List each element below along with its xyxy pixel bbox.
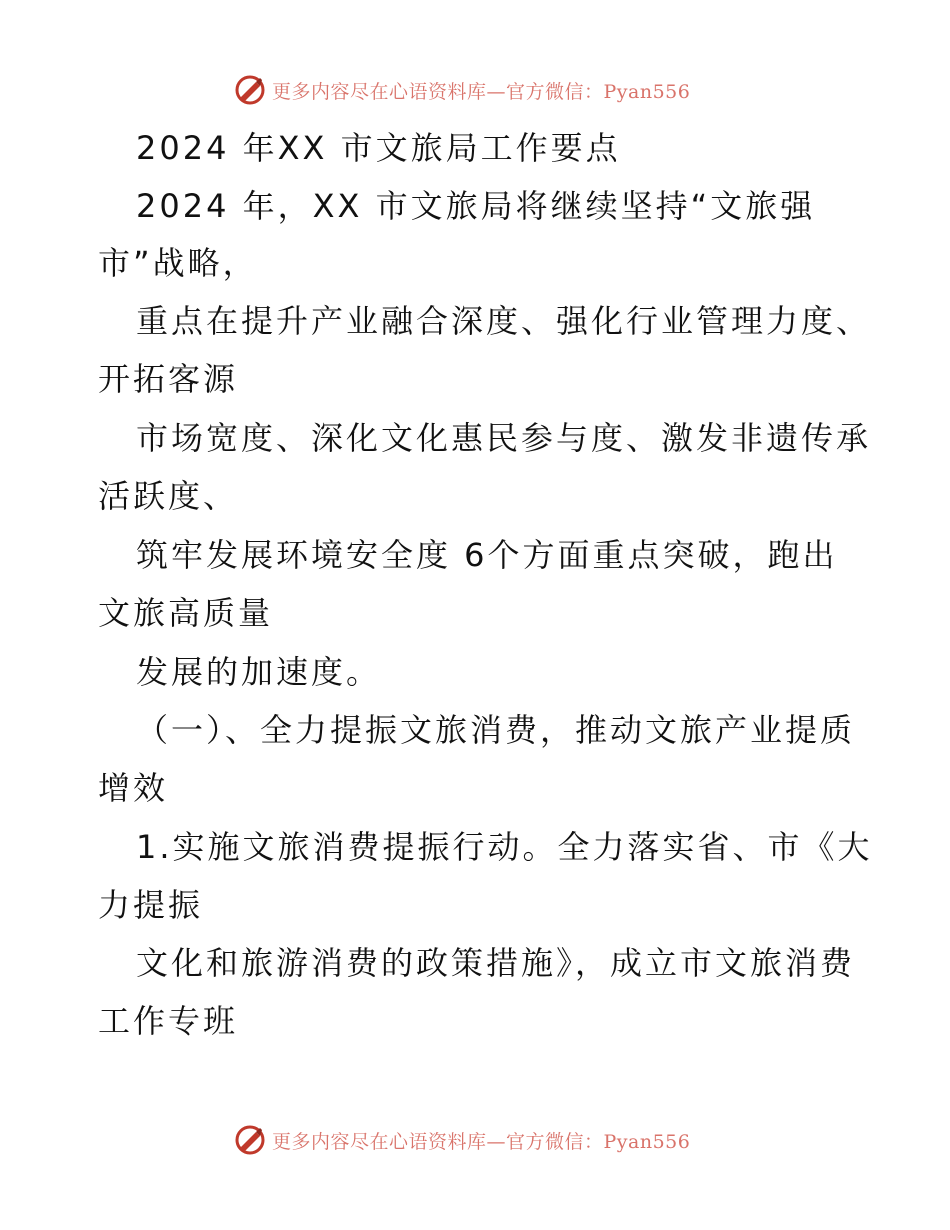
paragraph-line: 市场宽度、深化文化惠民参与度、激发非遗传承: [136, 419, 872, 457]
paragraph-line: 活跃度、: [98, 477, 239, 515]
paragraph-line: 开拓客源: [98, 360, 239, 398]
footer-watermark: [234, 1122, 690, 1158]
watermark-text: 更多内容尽在心语资料库—官方微信：Pyan556: [272, 80, 691, 103]
paragraph-line: 1.实施文旅消费提振行动。全力落实省、市《大: [136, 828, 873, 866]
paragraph-line: 力提振: [98, 886, 204, 924]
paragraph-line: 重点在提升产业融合深度、强化行业管理力度、: [136, 302, 872, 340]
section-heading-continued: 增效: [98, 769, 169, 807]
watermark-text: 更多内容尽在心语资料库—官方微信：Pyan556: [272, 1130, 691, 1153]
document-title: 2024 年XX 市文旅局工作要点: [136, 129, 621, 167]
paragraph-line: 文旅高质量: [98, 594, 274, 632]
paragraph-line: 市”战略，: [98, 244, 258, 282]
paragraph-line: 发展的加速度。: [136, 653, 382, 691]
paragraph-line: 文化和旅游消费的政策措施》，成立市文旅消费: [136, 944, 856, 982]
section-heading: （一）、全力提振文旅消费，推动文旅产业提质: [136, 711, 856, 749]
paragraph-line: 工作专班: [98, 1002, 239, 1040]
paragraph-line: 筑牢发展环境安全度 6个方面重点突破，跑出: [136, 536, 838, 574]
paragraph-line: 2024 年，XX 市文旅局将继续坚持“文旅强: [136, 187, 816, 225]
pen-logo-icon: [234, 1124, 266, 1156]
